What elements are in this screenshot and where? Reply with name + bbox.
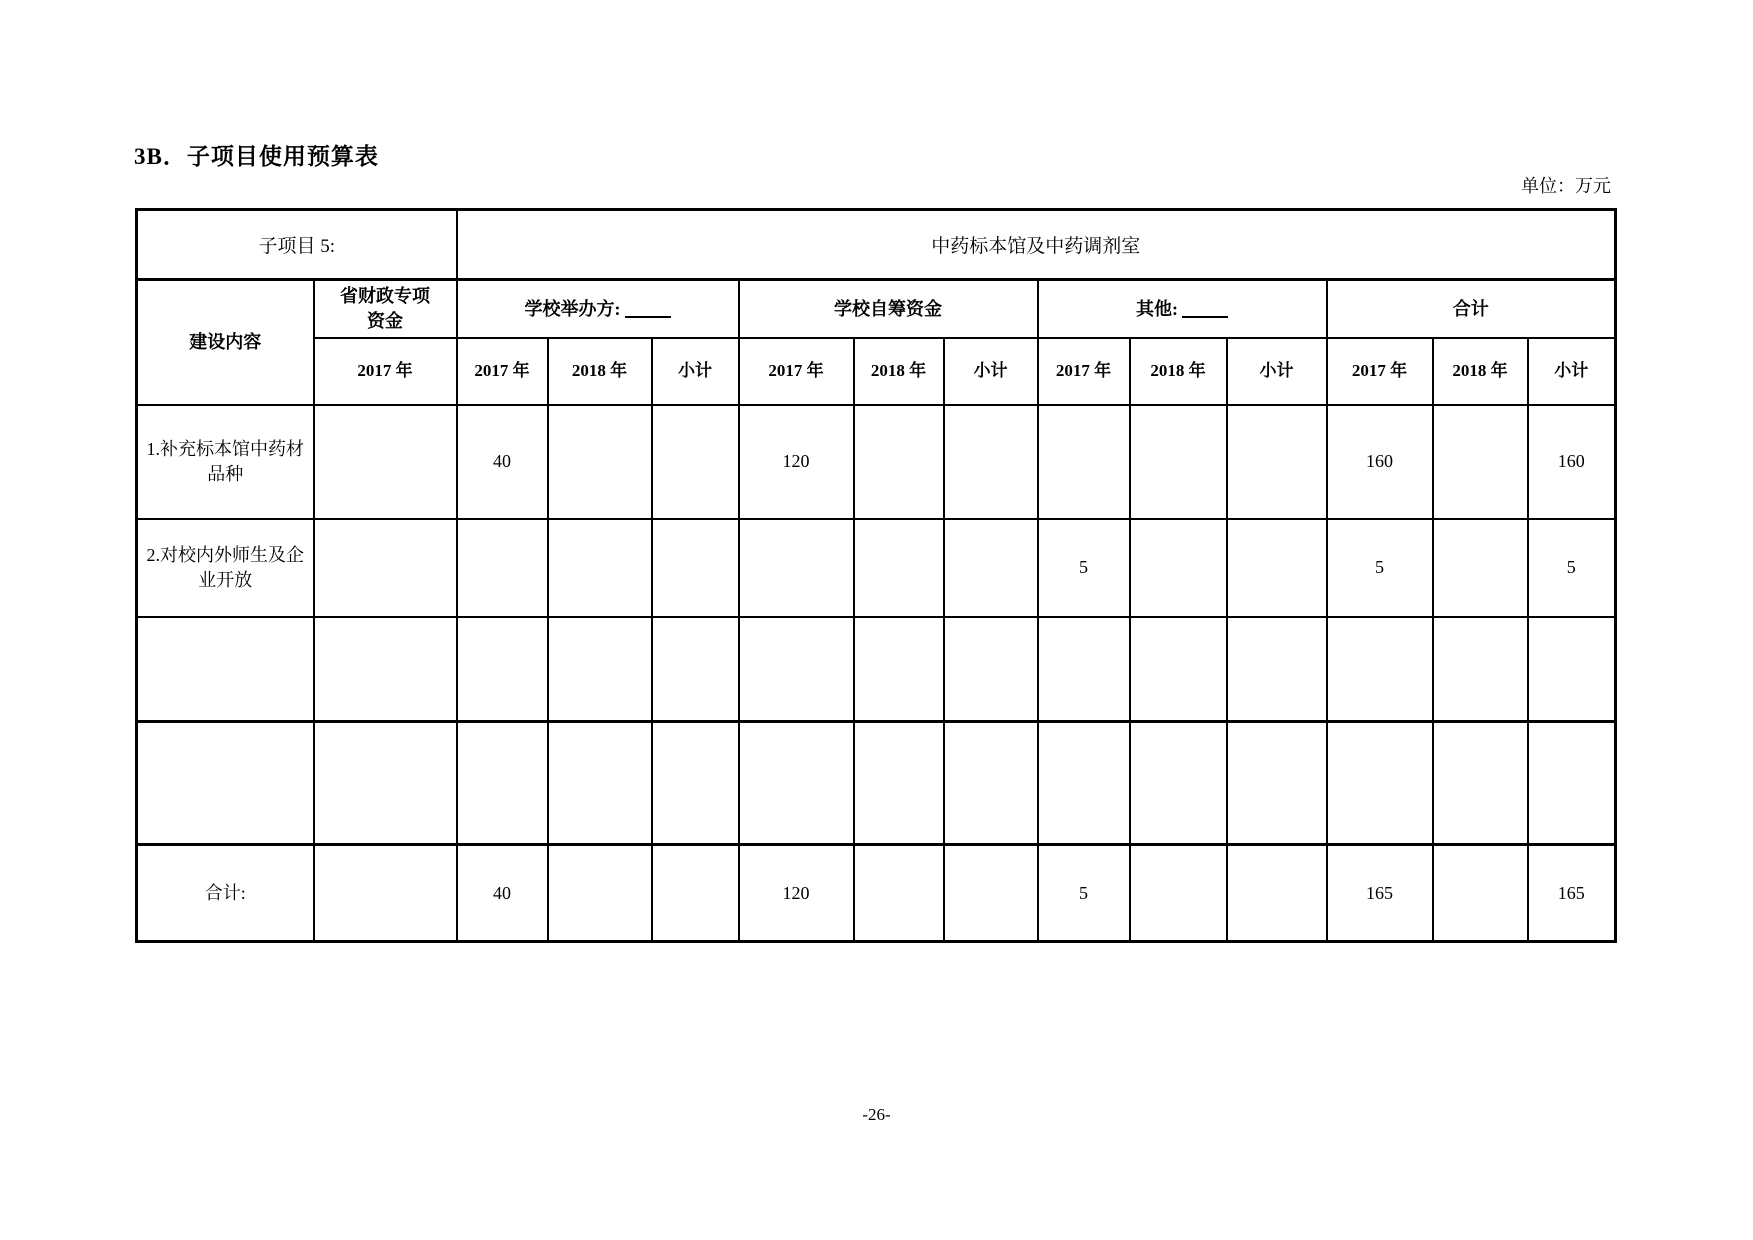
header-provincial-fund-text: 省财政专项资金 — [340, 286, 430, 331]
value-cell — [457, 722, 548, 845]
value-cell — [1038, 617, 1130, 722]
value-cell — [548, 722, 652, 845]
organizer-blank-line — [625, 312, 671, 318]
value-cell — [1327, 617, 1433, 722]
value-cell — [739, 519, 854, 617]
subproject-row — [137, 210, 1616, 280]
unit-note: 单位：万元 — [1521, 176, 1611, 196]
value-cell — [314, 845, 457, 942]
value-cell — [1130, 519, 1227, 617]
value-cell — [944, 617, 1038, 722]
value-cell — [1130, 845, 1227, 942]
value-cell: 40 — [457, 845, 548, 942]
other-blank-line — [1182, 312, 1228, 318]
value-cell — [457, 617, 548, 722]
row-label — [137, 617, 314, 722]
subproject-label: 子项目 5: — [137, 210, 457, 280]
value-cell: 165 — [1528, 845, 1616, 942]
value-cell — [1433, 617, 1528, 722]
value-cell: 120 — [739, 845, 854, 942]
value-cell — [854, 405, 944, 519]
value-cell — [1327, 722, 1433, 845]
value-cell — [1433, 405, 1528, 519]
year-header-cell: 2017 年 — [739, 338, 854, 405]
value-cell — [548, 617, 652, 722]
value-cell — [854, 519, 944, 617]
year-header-row — [137, 338, 1616, 405]
table-row — [137, 405, 1616, 519]
value-cell — [944, 722, 1038, 845]
value-cell — [457, 519, 548, 617]
table-row — [137, 519, 1616, 617]
value-cell — [1433, 845, 1528, 942]
subproject-value: 中药标本馆及中药调剂室 — [457, 210, 1616, 280]
year-header-cell: 2017 年 — [314, 338, 457, 405]
table-row — [137, 722, 1616, 845]
header-grand-total: 合计 — [1327, 280, 1616, 338]
year-header-cell: 2017 年 — [1327, 338, 1433, 405]
value-cell — [1130, 617, 1227, 722]
value-cell — [944, 405, 1038, 519]
value-cell — [854, 845, 944, 942]
value-cell — [1227, 722, 1327, 845]
value-cell — [1433, 722, 1528, 845]
value-cell — [1038, 405, 1130, 519]
year-header-cell: 小计 — [1528, 338, 1616, 405]
value-cell: 5 — [1038, 519, 1130, 617]
row-label: 1.补充标本馆中药材品种 — [137, 405, 314, 519]
value-cell — [652, 722, 739, 845]
value-cell — [854, 617, 944, 722]
page-number: -26- — [862, 1105, 891, 1124]
header-other-text: 其他: — [1136, 298, 1178, 319]
header-provincial-fund — [314, 280, 457, 338]
value-cell — [1227, 845, 1327, 942]
total-row-label: 合计: — [137, 845, 314, 942]
row-label: 2.对校内外师生及企业开放 — [137, 519, 314, 617]
budget-table — [135, 208, 1617, 943]
header-school-organizer — [457, 280, 739, 338]
value-cell — [1130, 405, 1227, 519]
value-cell — [1227, 519, 1327, 617]
value-cell: 120 — [739, 405, 854, 519]
value-cell — [314, 722, 457, 845]
value-cell — [1130, 722, 1227, 845]
value-cell — [1227, 617, 1327, 722]
year-header-cell: 2018 年 — [548, 338, 652, 405]
year-header-cell: 2018 年 — [1130, 338, 1227, 405]
value-cell: 165 — [1327, 845, 1433, 942]
year-header-cell: 2017 年 — [1038, 338, 1130, 405]
value-cell — [548, 845, 652, 942]
value-cell — [944, 519, 1038, 617]
value-cell — [739, 722, 854, 845]
year-header-cell: 2017 年 — [457, 338, 548, 405]
value-cell — [1227, 405, 1327, 519]
value-cell — [652, 405, 739, 519]
header-school-organizer-text: 学校举办方: — [524, 298, 621, 319]
value-cell: 160 — [1327, 405, 1433, 519]
value-cell — [1528, 617, 1616, 722]
row-label — [137, 722, 314, 845]
value-cell — [1528, 722, 1616, 845]
year-header-cell: 2018 年 — [1433, 338, 1528, 405]
value-cell: 160 — [1528, 405, 1616, 519]
value-cell — [548, 519, 652, 617]
value-cell — [652, 845, 739, 942]
value-cell: 5 — [1327, 519, 1433, 617]
year-header-cell: 2018 年 — [854, 338, 944, 405]
value-cell — [944, 845, 1038, 942]
value-cell — [548, 405, 652, 519]
year-header-cell: 小计 — [1227, 338, 1327, 405]
header-self-raised: 学校自筹资金 — [739, 280, 1038, 338]
table-row — [137, 617, 1616, 722]
year-header-cell: 小计 — [944, 338, 1038, 405]
group-header-row — [137, 280, 1616, 338]
year-header-cell: 小计 — [652, 338, 739, 405]
value-cell — [1038, 722, 1130, 845]
value-cell — [652, 519, 739, 617]
value-cell — [739, 617, 854, 722]
value-cell: 40 — [457, 405, 548, 519]
value-cell: 5 — [1528, 519, 1616, 617]
value-cell: 5 — [1038, 845, 1130, 942]
value-cell — [314, 519, 457, 617]
value-cell — [1433, 519, 1528, 617]
value-cell — [652, 617, 739, 722]
header-other — [1038, 280, 1327, 338]
value-cell — [314, 405, 457, 519]
value-cell — [314, 617, 457, 722]
value-cell — [854, 722, 944, 845]
total-row — [137, 845, 1616, 942]
page-title: 3B．子项目使用预算表 — [134, 144, 379, 169]
header-content: 建设内容 — [137, 280, 314, 405]
